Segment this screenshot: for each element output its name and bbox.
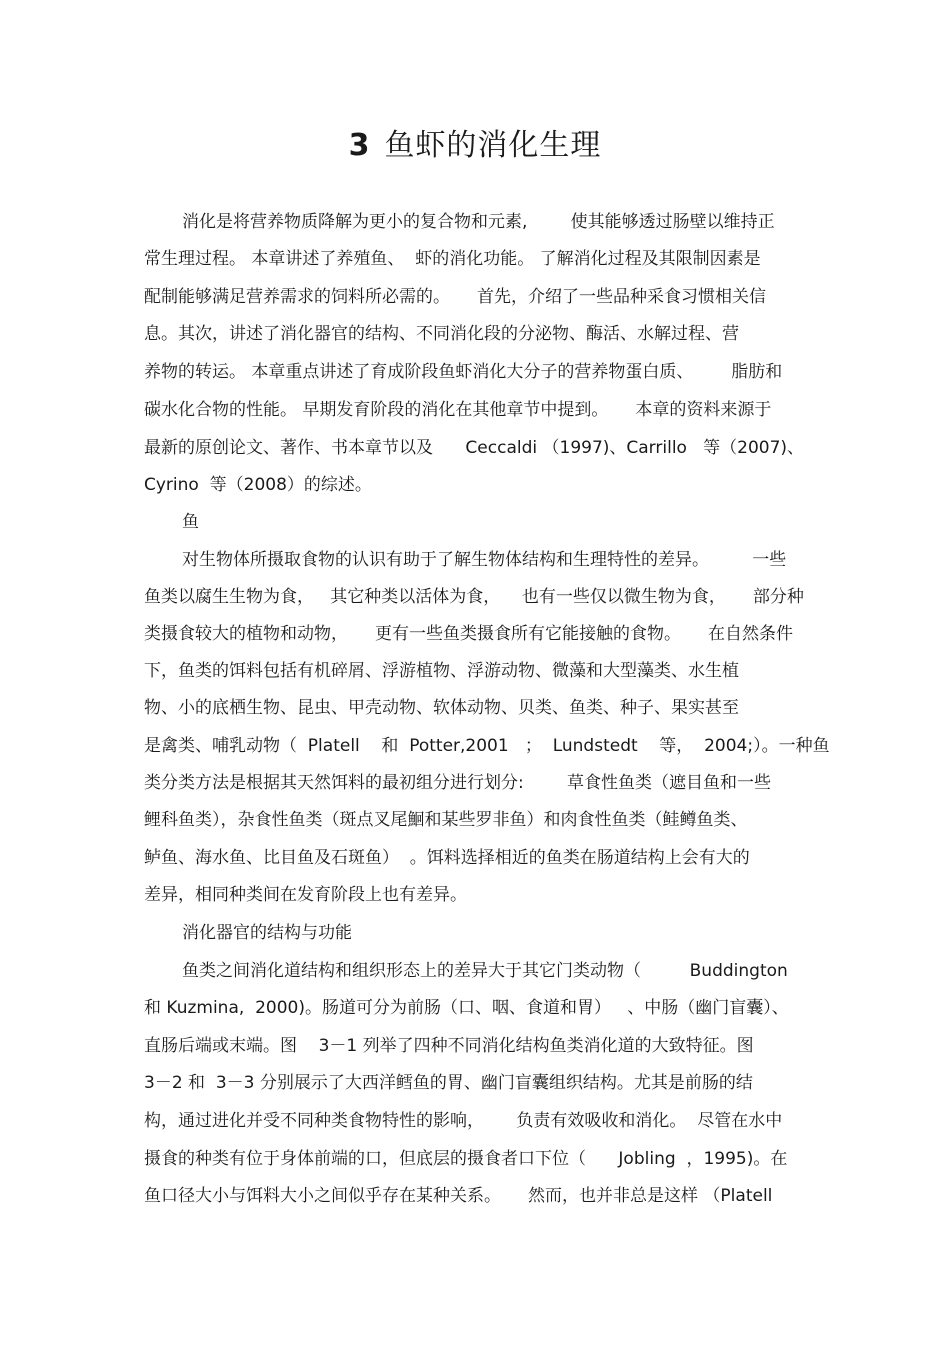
chapter-number: 3 [348, 128, 371, 163]
section-heading: 消化器官的结构与功能 [182, 923, 352, 943]
paragraph-line: 鲈鱼、海水鱼、比目鱼及石斑鱼） 。饵料选择相近的鱼类在肠道结构上会有大的 [144, 848, 750, 868]
paragraph-line: 配制能够满足营养需求的饲料所必需的。 首先，介绍了一些品种采食习惯相关信 [144, 287, 767, 307]
paragraph-line: 息。其次，讲述了消化器官的结构、不同消化段的分泌物、酶活、水解过程、营 [144, 324, 739, 344]
paragraph-line: 鱼类之间消化道结构和组织形态上的差异大于其它门类动物（ Buddington [182, 961, 788, 981]
paragraph-line: 摄食的种类有位于身体前端的口，但底层的摄食者口下位（ Jobling ，1995)。在 [144, 1149, 788, 1169]
paragraph-line: 物、小的底栖生物、昆虫、甲壳动物、软体动物、贝类、鱼类、种子、果实甚至 [144, 698, 739, 718]
paragraph-line: 对生物体所摄取食物的认识有助于了解生物体结构和生理特性的差异。 一些 [182, 550, 787, 570]
paragraph-line: Cyrino 等（2008）的综述。 [144, 475, 372, 495]
paragraph-line: 差异，相同种类间在发育阶段上也有差异。 [144, 885, 467, 905]
paragraph-line: 鱼类以腐生生物为食， 其它种类以活体为食， 也有一些仅以微生物为食， 部分种 [144, 587, 804, 607]
paragraph-line: 最新的原创论文、著作、书本章节以及 Ceccaldi （1997)、Carrillo 等（2007)、 [144, 438, 805, 458]
paragraph-line: 鱼口径大小与饵料大小之间似乎存在某种关系。 然而，也并非总是这样 （Platell [144, 1186, 773, 1206]
section-heading: 鱼 [182, 512, 199, 532]
paragraph-line: 常生理过程。 本章讲述了养殖鱼、 虾的消化功能。 了解消化过程及其限制因素是 [144, 249, 761, 269]
paragraph-line: 碳水化合物的性能。 早期发育阶段的消化在其他章节中提到。 本章的资料来源于 [144, 400, 772, 420]
paragraph-line: 直肠后端或末端。图 3－1 列举了四种不同消化结构鱼类消化道的大致特征。图 [144, 1036, 754, 1056]
paragraph-line: 下，鱼类的饵料包括有机碎屑、浮游植物、浮游动物、微藻和大型藻类、水生植 [144, 661, 739, 681]
paragraph-line: 是禽类、哺乳动物（ Platell 和 Potter,2001 ； Lundstedt 等， 2004;）。一种鱼 [144, 736, 830, 756]
paragraph-line: 类摄食较大的植物和动物， 更有一些鱼类摄食所有它能接触的食物。 在自然条件 [144, 624, 794, 644]
paragraph-line: 3－2 和 3－3 分别展示了大西洋鳕鱼的胃、幽门盲囊组织结构。尤其是前肠的结 [144, 1073, 753, 1093]
paragraph-line: 构，通过进化并受不同种类食物特性的影响， 负责有效吸收和消化。 尽管在水中 [144, 1111, 783, 1131]
paragraph-line: 鲤科鱼类），杂食性鱼类（斑点叉尾鮰和某些罗非鱼）和肉食性鱼类（鲑鳟鱼类、 [144, 810, 748, 830]
paragraph-line: 消化是将营养物质降解为更小的复合物和元素, 使其能够透过肠壁以维持正 [182, 212, 775, 232]
chapter-title-text: 鱼虾的消化生理 [384, 128, 602, 163]
paragraph-line: 养物的转运。 本章重点讲述了育成阶段鱼虾消化大分子的营养物蛋白质、 脂肪和 [144, 362, 783, 382]
paragraph-line: 类分类方法是根据其天然饵料的最初组分进行划分: 草食性鱼类（遮目鱼和一些 [144, 773, 771, 793]
paragraph-line: 和 Kuzmina, 2000)。肠道可分为前肠（口、咽、食道和胃） 、中肠（幽门盲囊）、 [144, 998, 789, 1018]
chapter-title [0, 124, 950, 168]
